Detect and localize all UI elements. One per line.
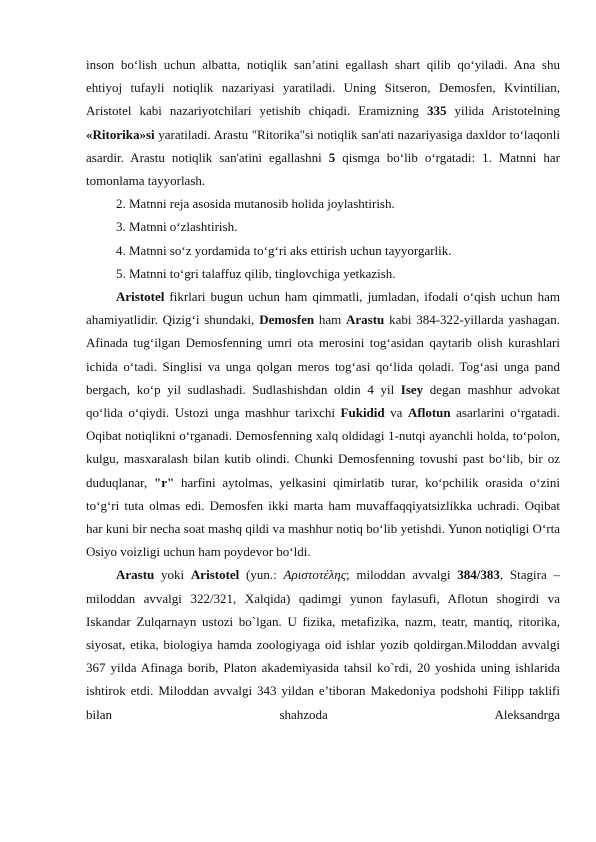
text-run: kabi 384-322-yillarda yashagan. Afinada tug‘ilgan Demosfenning umri ota merosini tog‘asidan qaytarib olish kurashlari ichida o‘tadi. Singlisi va unga qolgan meros tog‘asi qo‘lida qoladi. Tog‘asi unga pand bergach, ko‘p yil sudlashadi. Sudlashishdan oldin 4 yil — [86, 312, 560, 397]
paragraph-demosfen — [86, 285, 560, 563]
text-run: harfini aytolmas, yelkasini qimirlatib turar, ko‘pchilik orasida o‘zini to‘g‘ri tuta olmas edi. Demosfen ikki marta ham muvaffaqqiyatsizlikka uchradi. Oqibat har kuni bir necha soat mashq qildi va mashhur notiq bo‘lib yetishdi. Yunon notiqligi O‘rta Osiyo voizligi uchun ham poydevor bo‘ldi. — [86, 474, 560, 560]
text-run: inson bo‘lish uchun albatta, notiqlik san’atini egallash shart qilib qo‘yiladi. Ana shu ehtiyoj tufayli notiqlik nazariyasi yaratiladi. Uning Sitseron, Demosfen, Kvintilian, Aristotel kabi nazariyotchilari yetishib chiqadi. Eramizning — [86, 57, 560, 119]
paragraph-arastu-biography — [86, 563, 560, 725]
text-run: yoki — [154, 567, 191, 583]
text-run: ; miloddan avvalgi — [346, 567, 458, 583]
bold-name: Demosfen — [259, 312, 315, 328]
bold-name: Aflotun — [408, 405, 451, 421]
greek-name: Αριστοτέλης — [283, 567, 347, 583]
text-run: asarlarini o‘rgatadi. Oqibat notiqlikni o‘rganadi. Demosfenning xalq oldidagi 1-nutqi ayanchli holda, to‘polon, kulgu, masxaralash bilan kutib olindi. Chunki Demosfenning tovushi past bo‘lib, bir oz duduqlanar, — [86, 405, 560, 490]
bold-number: 5 — [328, 149, 336, 165]
bold-letter: "r" — [153, 474, 175, 490]
list-item: 3. Matnni o‘zlashtirish. — [116, 219, 238, 235]
text-run: (yun.: — [239, 567, 284, 583]
bold-name: Fukidid — [340, 405, 385, 421]
paragraph-rhetoric-history — [86, 53, 560, 192]
bold-name: Aristotel — [116, 289, 165, 305]
bold-title-ritorika: «Ritorika»si — [86, 126, 155, 142]
bold-name: Arastu — [116, 567, 155, 583]
bold-year: 335 — [426, 103, 447, 119]
text-run: qismga bo‘lib o‘rgatadi: 1. Matnni har tomonlama tayyorlash. — [86, 149, 560, 189]
text-run: ham — [314, 312, 347, 328]
text-run: fikrlari bugun uchun ham qimmatli, jumladan, ifodali o‘qish uchun ham ahamiyatlidir. Qizig‘i shundaki, — [86, 289, 560, 328]
bold-name: Isey — [400, 381, 424, 397]
document-page — [86, 53, 560, 726]
text-run: , Stagira – miloddan avvalgi 322/321, Xalqida) qadimgi yunon faylasufi, Aflotun shogirdi va Iskandar Zulqarnayn ustozi bo`lgan. U fizika, metafizika, nazm, teatr, mantiq, ritorika, siyosat, etika, biologiya hamda zoologiyaga oid ishlar yozib qoldirgan.Miloddan avvalgi 367 yilda Afinaga borib, Platon akademiyasida tahsil ko`rdi, 20 yoshida uning ishlarida ishtirok etdi. Miloddan avvalgi 343 yildan e’tiboran Makedoniya podshohi Filipp taklifi bilan shahzoda Aleksandrga — [86, 567, 560, 722]
list-item: 5. Matnni to‘gri talaffuz qilib, tinglovchiga yetkazish. — [116, 265, 396, 281]
list-item: 2. Matnni reja asosida mutanosib holida joylashtirish. — [116, 196, 395, 212]
bold-years: 384/383 — [457, 567, 500, 583]
text-run: yaratiladi. Arastu "Ritorika"si notiqlik san'ati nazariyasiga daxldor to‘laqonli asardir. Arastu notiqlik san'atini egallashni — [86, 126, 560, 165]
list-item: 4. Matnni so‘z yordamida to‘g‘ri aks ettirish uchun tayyorgarlik. — [116, 242, 452, 258]
text-run: va — [384, 405, 408, 421]
bold-name: Aristotel — [190, 567, 240, 583]
bold-name: Arastu — [346, 312, 385, 328]
text-run: degan mashhur advokat qo‘lida o‘qiydi. Ustozi unga mashhur tarixchi — [86, 381, 560, 421]
text-run: yilida Aristotelning — [446, 103, 560, 119]
